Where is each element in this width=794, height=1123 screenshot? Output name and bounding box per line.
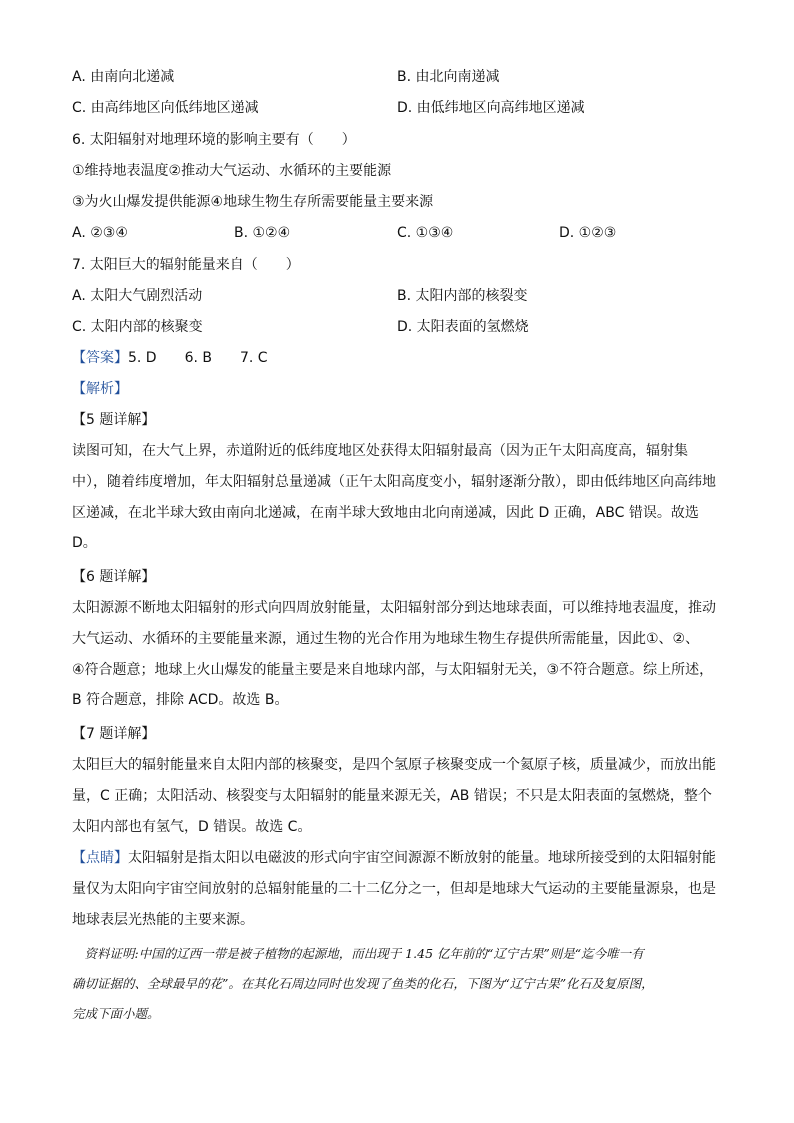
answer-label: 【答案】 [72,350,128,366]
q6-option-d[interactable]: D. ①②③ [559,225,617,241]
material-line-3: 完成下面小题。 [72,1006,160,1021]
q7-option-c[interactable]: C. 太阳内部的核聚变 [72,319,203,335]
detail6-line-2: 大气运动、水循环的主要能量来源，通过生物的光合作用为地球生物生存提供所需能量，因此①、②、 [72,630,700,647]
tip-line-2: 量仅为太阳向宇宙空间放射的总辐射能量的二十二亿分之一，但却是地球大气运动的主要能量源泉，也是 [72,880,716,897]
detail5-paragraph [72,436,722,559]
detail7-paragraph [72,750,722,842]
answer-text: 5. D 6. B 7. C [128,350,268,366]
q6-option-b[interactable]: B. ①②④ [234,225,291,241]
material-line-2: 确切证据的、全球最早的花”。在其化石周边同时也发现了鱼类的化石，下图为“辽宁古果”化石及复原图， [72,976,654,991]
detail7-line-2: 量，C 正确；太阳活动、核裂变与太阳辐射的能量来源无关，AB 错误；不只是太阳表面的氢燃烧，整个 [72,787,712,804]
q6-items-line-1: ①维持地表温度②推动大气运动、水循环的主要能源 [72,163,392,179]
q5-options-row-1 [72,67,722,87]
q5-option-b[interactable]: B. 由北向南递减 [397,69,500,85]
material-line-1: 资料证明:中国的辽西一带是被子植物的起源地，而出现于 1.45 亿年前的“辽宁古果”则是“迄今唯一有 [72,946,644,961]
q5-option-d[interactable]: D. 由低纬地区向高纬地区递减 [397,100,585,116]
q7-option-a[interactable]: A. 太阳大气剧烈活动 [72,288,203,304]
detail6-heading: 【6 题详解】 [72,569,156,585]
detail7-heading: 【7 题详解】 [72,726,156,742]
q6-option-a[interactable]: A. ②③④ [72,225,128,241]
detail5-line-3: 区递减，在北半球大致由南向北递减，在南半球大致地由北向南递减，因此 D 正确，ABC 错误。故选 [72,504,699,521]
q7-option-b[interactable]: B. 太阳内部的核裂变 [397,288,528,304]
tip-first-line: 太阳辐射是指太阳以电磁波的形式向宇宙空间源源不断放射的能量。地球所接受到的太阳辐射能 [128,850,716,866]
material-paragraph [72,939,722,1029]
q7-options-row-2 [72,317,722,337]
detail7-line-3: 太阳内部也有氢气，D 错误。故选 C。 [72,818,312,835]
detail6-line-3: ④符合题意；地球上火山爆发的能量主要是来自地球内部，与太阳辐射无关，③不符合题意。综上所述， [72,661,714,678]
answer-line [72,348,268,368]
q6-items-line-2: ③为火山爆发提供能源④地球生物生存所需要能量主要来源 [72,194,434,210]
q5-options-row-2 [72,98,722,118]
tip-paragraph [72,843,722,935]
q6-stem: 6. 太阳辐射对地理环境的影响主要有（ ） [72,132,356,148]
q6-option-c[interactable]: C. ①③④ [397,225,454,241]
q5-option-c[interactable]: C. 由高纬地区向低纬地区递减 [72,100,259,116]
detail6-line-4: B 符合题意，排除 ACD。故选 B。 [72,692,289,709]
analysis-label: 【解析】 [72,381,128,397]
detail6-paragraph [72,593,722,716]
detail5-line-2: 中），随着纬度增加，年太阳辐射总量递减（正午太阳高度变小，辐射逐渐分散），即由低纬地区向高纬地 [72,473,716,490]
q7-options-row-1 [72,286,722,306]
tip-label: 【点睛】 [72,850,128,866]
tip-line-3: 地球表层光热能的主要来源。 [72,911,254,928]
tip-line-1 [72,843,722,874]
detail6-line-1: 太阳源源不断地太阳辐射的形式向四周放射能量，太阳辐射部分到达地球表面，可以维持地表温度，推动 [72,600,716,616]
q6-options-row [72,223,722,243]
detail5-line-4: D。 [72,535,97,552]
q5-option-a[interactable]: A. 由南向北递减 [72,69,175,85]
detail7-line-1: 太阳巨大的辐射能量来自太阳内部的核聚变，是四个氢原子核聚变成一个氦原子核，质量减少，而放出能 [72,757,716,773]
detail5-line-1: 读图可知，在大气上界，赤道附近的低纬度地区处获得太阳辐射最高（因为正午太阳高度高，辐射集 [72,443,688,459]
q7-option-d[interactable]: D. 太阳表面的氢燃烧 [397,319,529,335]
detail5-heading: 【5 题详解】 [72,412,156,428]
q7-stem: 7. 太阳巨大的辐射能量来自（ ） [72,257,300,273]
